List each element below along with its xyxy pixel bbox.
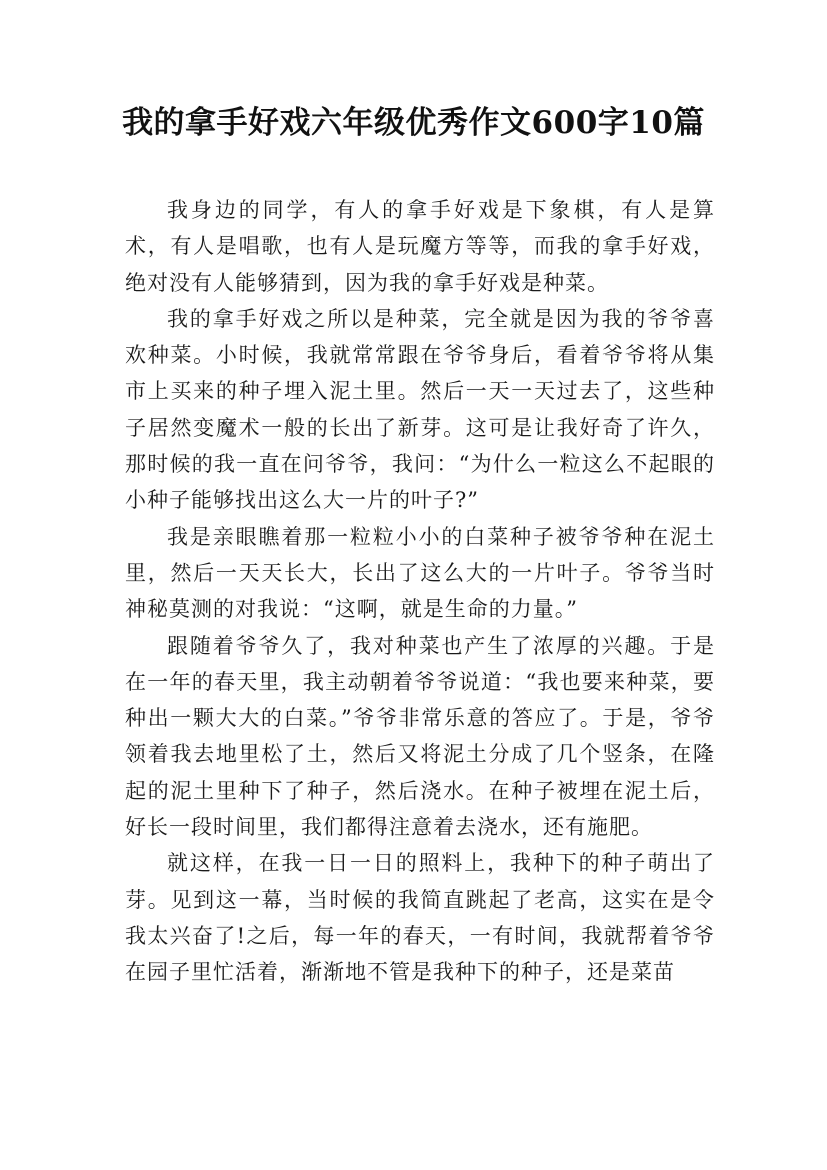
paragraph-5: 就这样，在我一日一日的照料上，我种下的种子萌出了芽。见到这一幕，当时候的我简直跳起了老高，这实在是令我太兴奋了!之后，每一年的春天，一有时间，我就帮着爷爷在园子里忙活着，渐渐地不管是我种下的种子，还是菜苗 — [125, 851, 715, 985]
paragraph-1: 我身边的同学，有人的拿手好戏是下象棋，有人是算术，有人是唱歌，也有人是玩魔方等等，而我的拿手好戏，绝对没有人能够猜到，因为我的拿手好戏是种菜。 — [125, 198, 715, 295]
document-title: 我的拿手好戏六年级优秀作文600字10篇 — [122, 105, 705, 141]
document-body — [125, 192, 715, 991]
paragraph-2: 我的拿手好戏之所以是种菜，完全就是因为我的爷爷喜欢种菜。小时候，我就常常跟在爷爷身后，看着爷爷将从集市上买来的种子埋入泥土里。然后一天一天过去了，这些种子居然变魔术一般的长出了新芽。这可是让我好奇了许久，那时候的我一直在问爷爷，我问：“为什么一粒这么不起眼的小种子能够找出这么大一片的叶子?” — [125, 306, 715, 513]
paragraph-4: 跟随着爷爷久了，我对种菜也产生了浓厚的兴趣。于是在一年的春天里，我主动朝着爷爷说道：“我也要来种菜，要种出一颗大大的白菜。”爷爷非常乐意的答应了。于是，爷爷领着我去地里松了土，然后又将泥土分成了几个竖条，在隆起的泥土里种下了种子，然后浇水。在种子被埋在泥土后，好长一段时间里，我们都得注意着去浇水，还有施肥。 — [125, 633, 715, 840]
paragraph-3: 我是亲眼瞧着那一粒粒小小的白菜种子被爷爷种在泥土里，然后一天天长大，长出了这么大的一片叶子。爷爷当时神秘莫测的对我说：“这啊，就是生命的力量。” — [125, 524, 715, 622]
